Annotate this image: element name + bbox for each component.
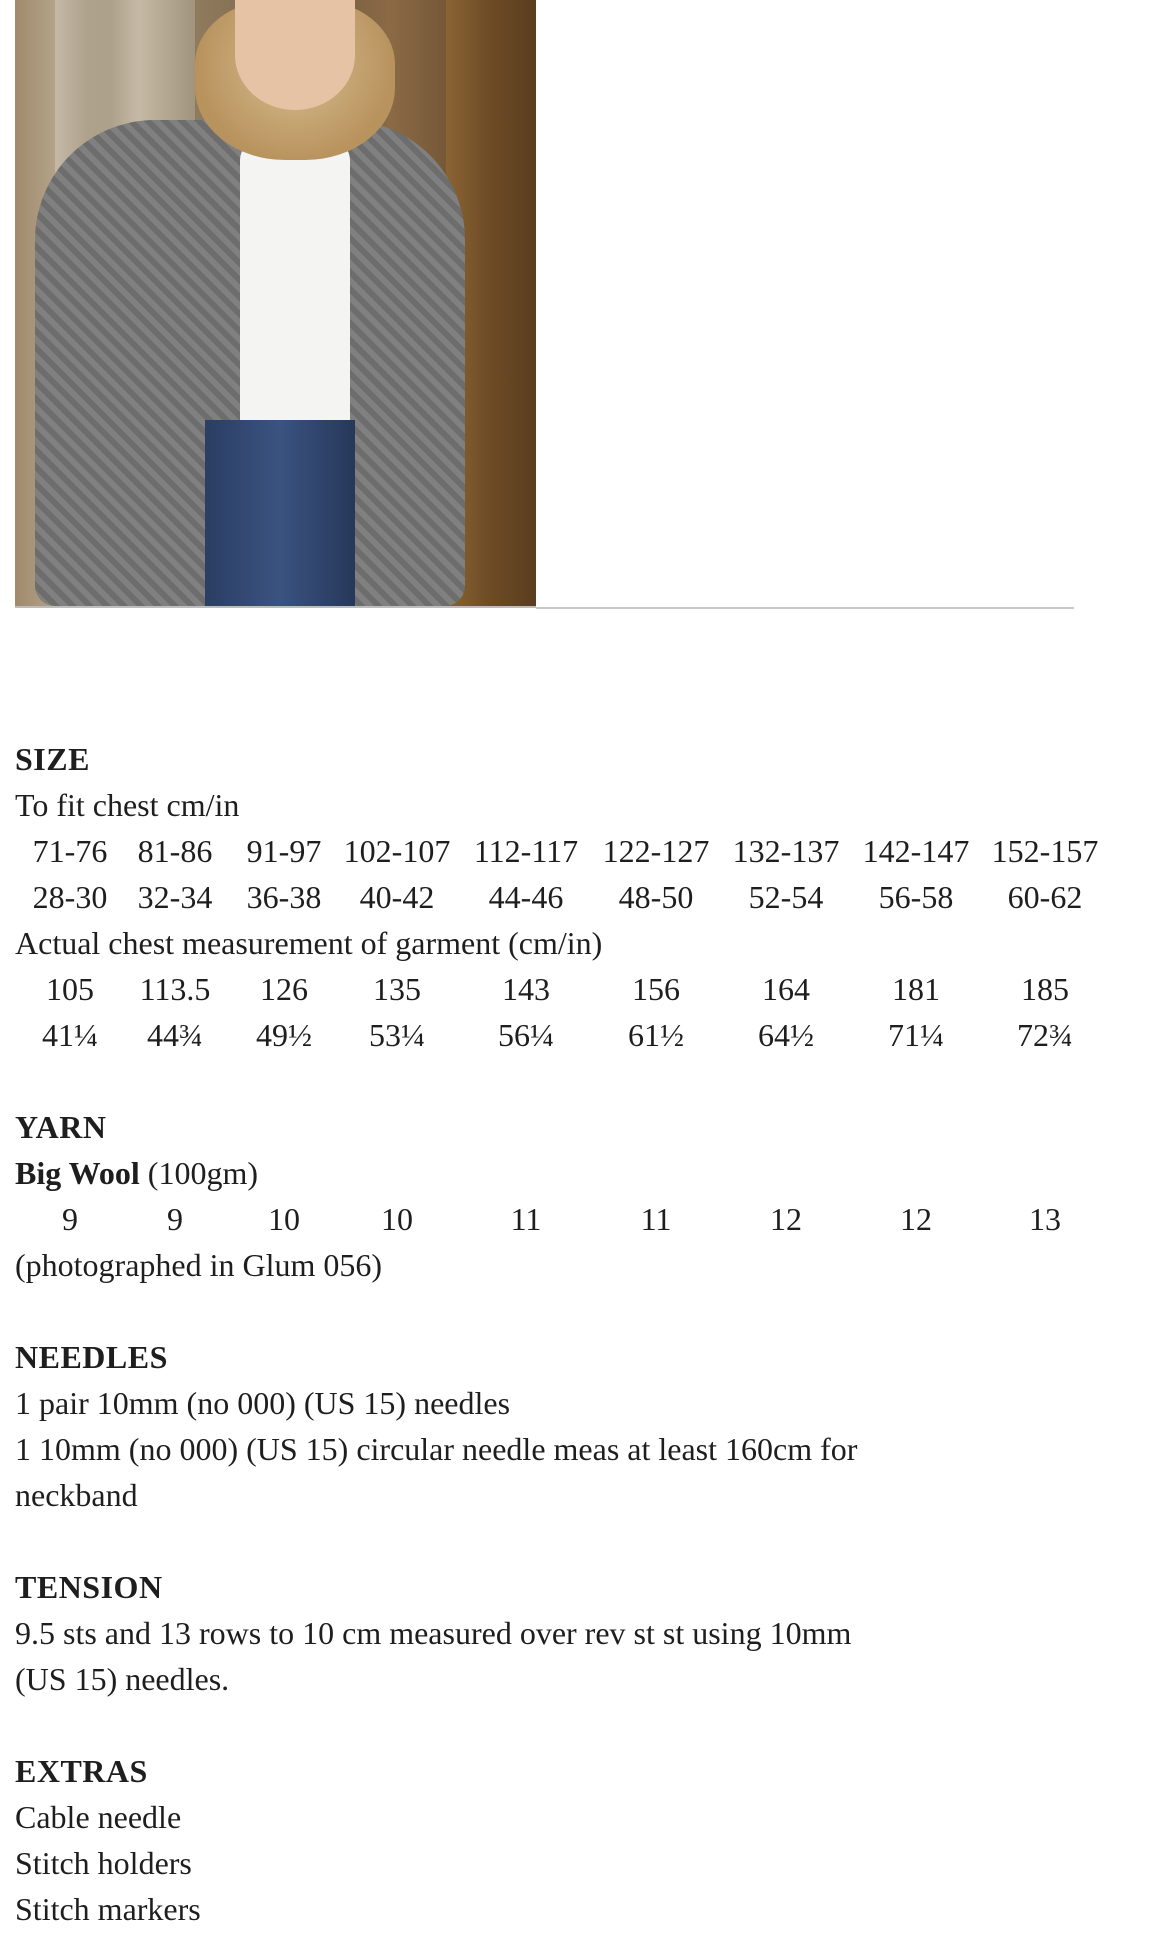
extras-item: Stitch holders <box>15 1845 192 1881</box>
yarn-line <box>15 1150 258 1196</box>
yarn-quantity-cell: 9 <box>167 1201 183 1237</box>
yarn-quantity-cell: 12 <box>900 1201 932 1237</box>
fit-in-row <box>0 874 1158 920</box>
fit-cm-cell: 81-86 <box>137 833 213 869</box>
actual-cm-cell: 156 <box>632 971 680 1007</box>
fit-in-cell: 56-58 <box>878 879 954 915</box>
photo-face <box>235 0 355 110</box>
actual-in-cell: 41¼ <box>42 1017 98 1053</box>
actual-cm-row <box>0 966 1158 1012</box>
tension-line-2: (US 15) needles. <box>15 1661 230 1697</box>
yarn-weight: (100gm) <box>147 1155 258 1191</box>
actual-in-cell: 64½ <box>758 1017 814 1053</box>
yarn-photo-note: (photographed in Glum 056) <box>15 1247 383 1283</box>
yarn-quantity-cell: 12 <box>770 1201 802 1237</box>
needles-heading: NEEDLES <box>15 1339 168 1375</box>
fit-in-cell: 44-46 <box>488 879 564 915</box>
actual-in-cell: 61½ <box>628 1017 684 1053</box>
actual-in-cell: 53¼ <box>369 1017 425 1053</box>
extras-heading: EXTRAS <box>15 1753 148 1789</box>
yarn-quantity-cell: 10 <box>381 1201 413 1237</box>
fit-cm-row <box>0 828 1158 874</box>
tension-heading: TENSION <box>15 1569 163 1605</box>
tension-line-1: 9.5 sts and 13 rows to 10 cm measured over rev st st using 10mm <box>15 1615 852 1651</box>
actual-cm-cell: 181 <box>892 971 940 1007</box>
fit-chest-label: To fit chest cm/in <box>15 787 240 823</box>
actual-in-cell: 44¾ <box>147 1017 203 1053</box>
yarn-quantity-cell: 10 <box>268 1201 300 1237</box>
actual-cm-cell: 105 <box>46 971 94 1007</box>
needles-line-3: neckband <box>15 1477 138 1513</box>
actual-cm-cell: 143 <box>502 971 550 1007</box>
fit-cm-cell: 112-117 <box>473 833 579 869</box>
fit-cm-cell: 142-147 <box>862 833 970 869</box>
yarn-quantity-row <box>0 1196 1158 1242</box>
actual-in-row <box>0 1012 1158 1058</box>
fit-cm-cell: 132-137 <box>732 833 840 869</box>
fit-cm-cell: 152-157 <box>991 833 1099 869</box>
fit-in-cell: 60-62 <box>1007 879 1083 915</box>
photo-tshirt <box>240 140 350 420</box>
yarn-name: Big Wool <box>15 1155 140 1191</box>
divider-line <box>536 607 1074 609</box>
cardigan-photo <box>15 0 536 606</box>
extras-item: Cable needle <box>15 1799 182 1835</box>
fit-cm-cell: 91-97 <box>246 833 322 869</box>
photo-bottom-rule <box>15 606 536 608</box>
fit-in-cell: 32-34 <box>137 879 213 915</box>
fit-in-cell: 52-54 <box>748 879 824 915</box>
yarn-heading: YARN <box>15 1109 107 1145</box>
fit-in-cell: 36-38 <box>246 879 322 915</box>
fit-in-cell: 28-30 <box>32 879 108 915</box>
actual-cm-cell: 126 <box>260 971 308 1007</box>
fit-cm-cell: 71-76 <box>32 833 108 869</box>
actual-in-cell: 72¾ <box>1017 1017 1073 1053</box>
actual-in-cell: 49½ <box>256 1017 312 1053</box>
yarn-quantity-cell: 13 <box>1029 1201 1061 1237</box>
size-heading: SIZE <box>15 741 90 777</box>
fit-in-cell: 48-50 <box>618 879 694 915</box>
photo-jeans <box>205 420 355 606</box>
extras-item: Stitch markers <box>15 1891 201 1927</box>
fit-in-cell: 40-42 <box>359 879 435 915</box>
yarn-quantity-cell: 11 <box>510 1201 542 1237</box>
actual-chest-label: Actual chest measurement of garment (cm/in) <box>15 925 603 961</box>
actual-cm-cell: 185 <box>1021 971 1069 1007</box>
actual-in-cell: 71¼ <box>888 1017 944 1053</box>
actual-in-cell: 56¼ <box>498 1017 554 1053</box>
yarn-quantity-cell: 9 <box>62 1201 78 1237</box>
fit-cm-cell: 122-127 <box>602 833 710 869</box>
yarn-quantity-cell: 11 <box>640 1201 672 1237</box>
needles-line-1: 1 pair 10mm (no 000) (US 15) needles <box>15 1385 511 1421</box>
needles-line-2: 1 10mm (no 000) (US 15) circular needle meas at least 160cm for <box>15 1431 858 1467</box>
actual-cm-cell: 164 <box>762 971 810 1007</box>
actual-cm-cell: 135 <box>373 971 421 1007</box>
fit-cm-cell: 102-107 <box>343 833 451 869</box>
actual-cm-cell: 113.5 <box>139 971 211 1007</box>
